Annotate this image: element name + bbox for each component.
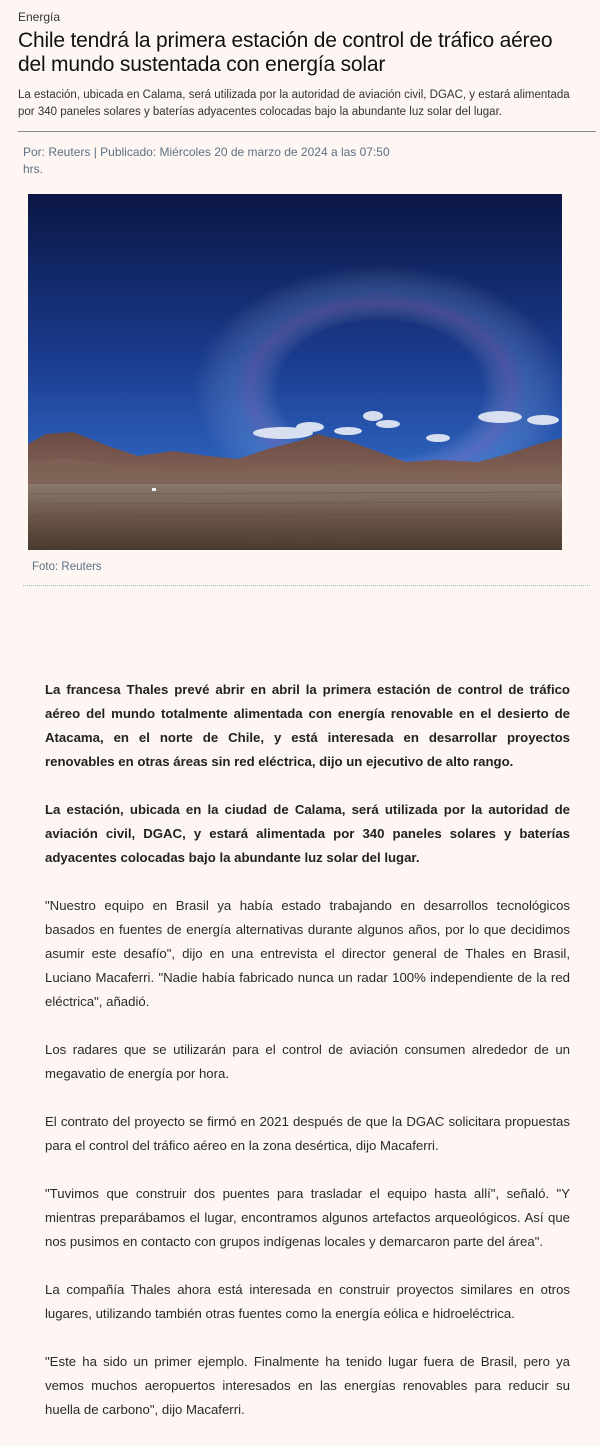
section-label[interactable]: Energía [18, 10, 61, 24]
article-paragraph: La francesa Thales prevé abrir en abril la primera estación de control de tráfico aéreo del mundo totalmente alimentada con energía renovable en el desierto de Atacama, en el norte de Chile, y está interesada en desarrollar proyectos renovables en otras áreas sin red eléctrica, dijo un ejecutivo de alto rango. [45, 682, 570, 769]
page-title: Chile tendrá la primera estación de control de tráfico aéreo del mundo sustentada con energía solar [18, 29, 553, 76]
article-photo [28, 194, 562, 550]
article-paragraph: La estación, ubicada en la ciudad de Calama, será utilizada por la autoridad de aviación civil, DGAC, y estará alimentada por 340 paneles solares y baterías adyacentes colocadas bajo la abundante luz solar del lugar. [45, 802, 570, 865]
caption-divider [23, 585, 590, 586]
article-paragraph: "Tuvimos que construir dos puentes para trasladar el equipo hasta allí", señaló. "Y mientras preparábamos el lugar, encontramos algunos artefactos arqueológicos. Así que nos pusimos en contacto con grupos indígenas locales y demarcaron parte del área". [45, 1186, 570, 1249]
article-paragraph: El contrato del proyecto se firmó en 2021 después de que la DGAC solicitara propuestas para el control del tráfico aéreo en la zona desértica, dijo Macaferri. [45, 1114, 570, 1153]
header-divider [18, 131, 596, 132]
article-summary: La estación, ubicada en Calama, será utilizada por la autoridad de aviación civil, DGAC, y estará alimentada por 340 paneles solares y baterías adyacentes colocadas bajo la abundante luz solar del lugar. [18, 89, 570, 118]
desert-landscape-image [28, 194, 562, 550]
article-header [0, 0, 600, 121]
article-paragraph: "Nuestro equipo en Brasil ya había estado trabajando en desarrollos tecnológicos basados en fuentes de energía alternativas durante algunos años, por lo que decidimos asumir este desafío", dijo en una entrevista el director general de Thales en Brasil, Luciano Macaferri. "Nadie había fabricado nunca un radar 100% independiente de la red eléctrica", añadió. [45, 898, 570, 1009]
byline: Por: Reuters | Publicado: Miércoles 20 de marzo de 2024 a las 07:50 hrs. [23, 145, 390, 176]
article-paragraph: Los radares que se utilizarán para el control de aviación consumen alrededor de un megavatio de energía por hora. [45, 1042, 570, 1081]
photo-caption: Foto: Reuters [32, 561, 102, 573]
article-paragraph: "Este ha sido un primer ejemplo. Finalmente ha tenido lugar fuera de Brasil, pero ya vemos muchos aeropuertos interesados en las energías renovables para reducir su huella de carbono", dijo Macaferri. [45, 1354, 570, 1417]
article-body [45, 678, 570, 1446]
article-paragraph: La compañía Thales ahora está interesada en construir proyectos similares en otros lugares, utilizando también otras fuentes como la energía eólica e hidroeléctrica. [45, 1282, 570, 1321]
